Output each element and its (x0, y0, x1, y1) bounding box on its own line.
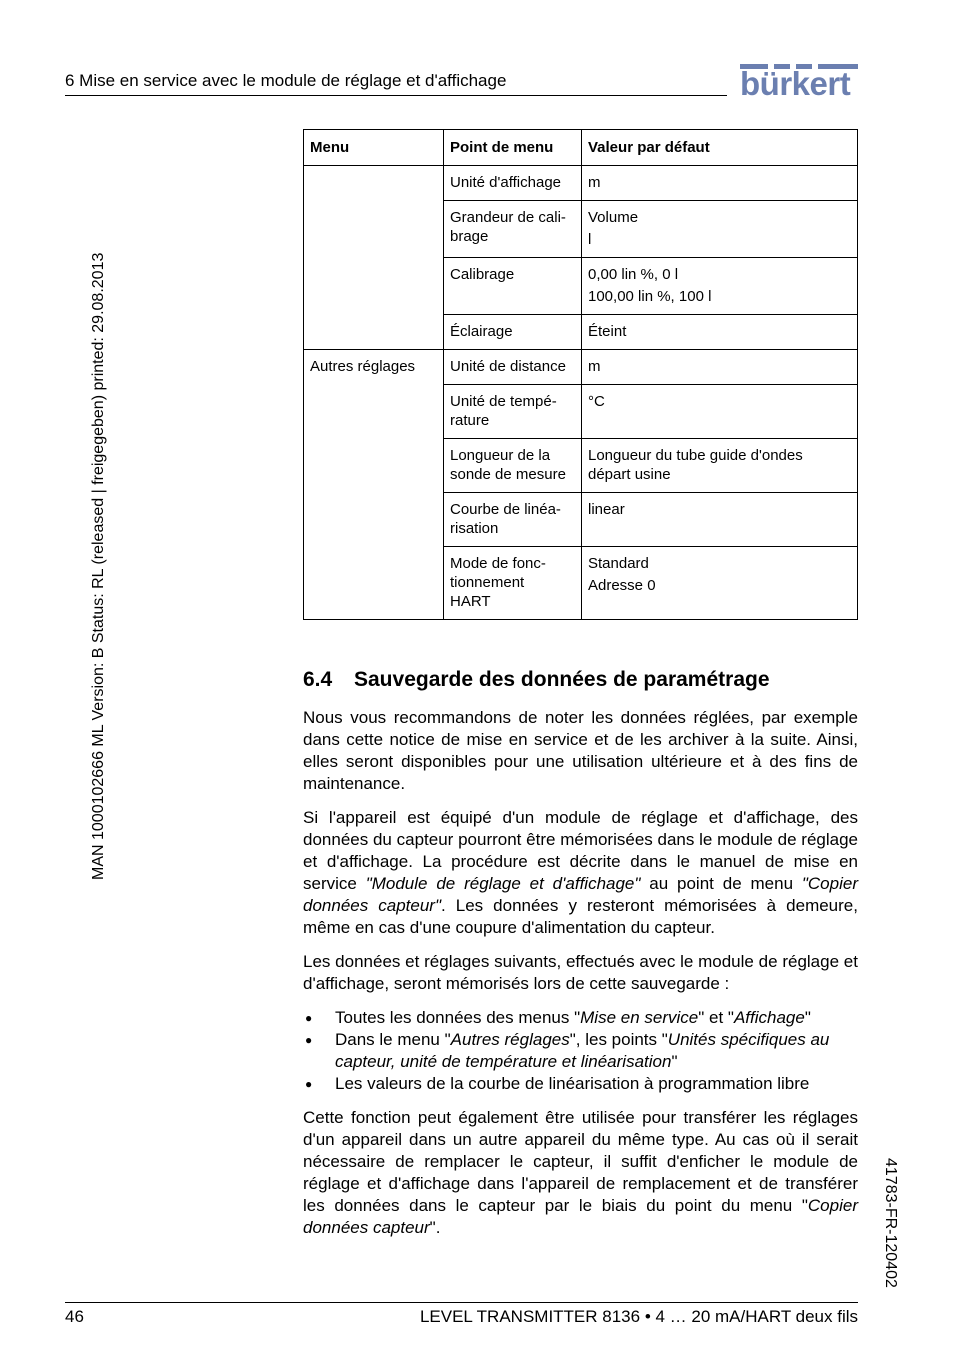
value-cell: linear (582, 493, 858, 547)
point-cell: Longueur de la sonde de mesure (444, 439, 582, 493)
list-item: ● Les valeurs de la courbe de linéarisation à programmation libre (303, 1073, 858, 1095)
column-header-default: Valeur par défaut (582, 130, 858, 166)
product-title: LEVEL TRANSMITTER 8136 • 4 … 20 mA/HART deux fils (419, 1307, 858, 1326)
paragraph-saved-data: Les données et réglages suivants, effectués avec le module de réglage et d'affichage, seront mémorisés lors de cette sauvegarde : (303, 952, 858, 993)
document-status-margin: MAN 1000102666 ML Version: B Status: RL (released | freigegeben) printed: 29.08.2013 (90, 252, 107, 880)
table-row (304, 350, 858, 385)
value-cell: °C (582, 385, 858, 439)
document-code-margin: 41783-FR-120402 (882, 1158, 899, 1288)
point-cell: Grandeur de cali- brage (444, 201, 582, 258)
chapter-title: 6 Mise en service avec le module de réglage et d'affichage (65, 71, 507, 90)
page-number: 46 (65, 1307, 84, 1326)
paragraph-recommendation: Nous vous recommandons de noter les données réglées, par exemple dans cette notice de mise en service et de les archiver à la suite. Ainsi, elles seront disponibles pour une utilisation ultérieure et à des fins de maintenance. (303, 708, 858, 793)
point-cell: Mode de fonc- tionnement HART (444, 547, 582, 620)
value-cell: Volume l (582, 201, 858, 258)
point-cell: Éclairage (444, 315, 582, 350)
saved-data-list (303, 1007, 858, 1095)
point-cell: Unité de tempé- rature (444, 385, 582, 439)
list-item: ● Dans le menu "Autres réglages", les points "Unités spécifiques au capteur, unité de température et linéarisation" (303, 1029, 858, 1073)
section-title: Sauvegarde des données de paramétrage (354, 668, 770, 691)
paragraph-transfer: Cette fonction peut également être utilisée pour transférer les réglages d'un appareil dans un autre appareil du même type. Au cas où il serait nécessaire de remplacer le capteur, il suffit d'enficher le module de réglage et d'affichage dans l'appareil de remplacement et de transférer les données dans le capteur par le biais du point du menu "Copier données capteur". (303, 1108, 858, 1237)
point-cell: Calibrage (444, 258, 582, 315)
menu-cell-autres-reglages: Autres réglages (304, 350, 444, 620)
column-header-menu: Menu (304, 130, 444, 166)
value-cell: 0,00 lin %, 0 l 100,00 lin %, 100 l (582, 258, 858, 315)
value-cell: Éteint (582, 315, 858, 350)
default-values-table (303, 129, 858, 620)
value-cell: Longueur du tube guide d'ondes départ usine (582, 439, 858, 493)
value-cell: m (582, 166, 858, 201)
section-heading (303, 668, 770, 692)
table-row (304, 166, 858, 201)
point-cell: Unité d'affichage (444, 166, 582, 201)
footer-divider (65, 1302, 858, 1303)
value-cell: Standard Adresse 0 (582, 547, 858, 620)
value-cell: m (582, 350, 858, 385)
logo-wordmark: bürkert (740, 65, 851, 102)
column-header-point: Point de menu (444, 130, 582, 166)
paragraph-display-module: Si l'appareil est équipé d'un module de réglage et d'affichage, des données du capteur pourront être mémorisées dans le module de réglage et d'affichage. La procédure est décrite dans le manuel de mise en service "Module de réglage et d'affichage" au point de menu "Copier données capteur". Les données y resteront mémorisées à demeure, même en cas d'une coupure d'alimentation du capteur. (303, 808, 858, 937)
table-header-row (304, 130, 858, 166)
header-divider (65, 95, 727, 96)
list-item: ● Toutes les données des menus "Mise en service" et "Affichage" (303, 1007, 858, 1029)
section-body (303, 707, 858, 1251)
point-cell: Courbe de linéa- risation (444, 493, 582, 547)
point-cell: Unité de distance (444, 350, 582, 385)
burkert-logo (740, 64, 858, 100)
menu-cell-empty (304, 166, 444, 350)
section-number: 6.4 (303, 668, 333, 691)
